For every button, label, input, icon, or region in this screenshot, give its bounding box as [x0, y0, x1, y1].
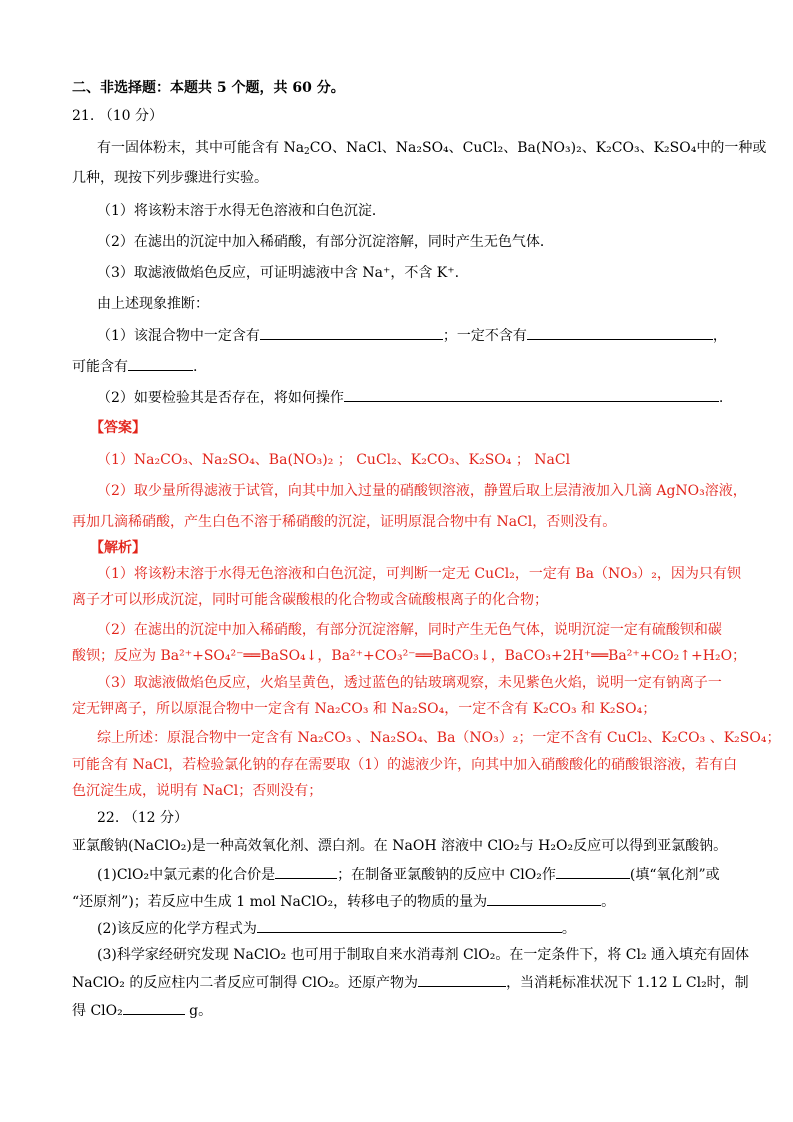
q21-p1-comma: ， — [712, 328, 727, 344]
q21-p2-period: . — [718, 390, 724, 406]
q21-p1-blank-2[interactable] — [527, 325, 713, 340]
q22-p1-label-3: (填“氧化剂”或 — [629, 867, 720, 883]
q22-p1-blank-1[interactable] — [275, 864, 337, 879]
q21-stem-sub: 2 — [304, 147, 310, 157]
analysis-1-line-2: 离子才可以形成沉淀，同时可能含碳酸根的化合物或含硫酸根离子的化合物； — [72, 592, 548, 608]
q21-step-2: （2）在滤出的沉淀中加入稀硝酸，有部分沉淀溶解，同时产生无色气体． — [97, 234, 554, 250]
summary-line-1: 综上所述：原混合物中一定含有 Na₂CO₃ 、Na₂SO₄、Ba（NO₃）₂；一定不含有 CuCl₂、K₂CO₃ 、K₂SO₄； — [97, 730, 781, 746]
q21-stem-pre: 有一固体粉末，其中可能含有 Na — [97, 140, 305, 156]
answer-2-line-1: （2）取少量所得滤液于试管，向其中加入过量的硝酸钡溶液，静置后取上层清液加入几滴 AgNO₃溶液， — [97, 483, 747, 499]
section-header: 二、非选择题：本题共 5 个题，共 60 分。 — [72, 80, 345, 96]
q21-p1-label: （1）该混合物中一定含有 — [97, 328, 260, 344]
q21-number: 21. （10 分） — [72, 108, 163, 124]
answer-2-line-2: 再加几滴稀硝酸，产生白色不溶于稀硝酸的沉淀，证明原混合物中有 NaCl，否则没有。 — [72, 514, 617, 530]
q21-part-2 — [97, 387, 723, 408]
q22-p3-label: NaClO₂ 的反应柱内二者反应可制得 ClO₂。还原产物为 — [72, 975, 419, 991]
q22-p3-label-3: 得 ClO₂ — [72, 1003, 123, 1019]
q22-p1-label: (1)ClO₂中氯元素的化合价是 — [97, 867, 276, 883]
q22-p2-period: 。 — [561, 921, 576, 937]
q22-p3-unit: g。 — [184, 1003, 213, 1019]
q21-p1-blank-3[interactable] — [128, 356, 193, 371]
q22-p3-blank-1[interactable] — [418, 972, 506, 987]
q21-p2-blank[interactable] — [344, 387, 719, 402]
q22-p1-period: 。 — [601, 894, 616, 910]
q22-p2-blank[interactable] — [257, 918, 562, 933]
analysis-3-line-1: （3）取滤液做焰色反应，火焰呈黄色，透过蓝色的钴玻璃观察，未见紫色火焰，说明一定有钠离子一 — [97, 675, 722, 691]
q22-part-1-line-2 — [72, 891, 615, 912]
q22-p1-label-4: “还原剂”)；若反应中生成 1 mol NaClO₂，转移电子的物质的量为 — [72, 894, 488, 910]
q21-p1-blank-1[interactable] — [260, 325, 443, 340]
analysis-tag: 【解析】 — [90, 540, 146, 556]
q21-step-1: （1）将该粉末溶于水得无色溶液和白色沉淀． — [97, 203, 386, 219]
q21-stem-rest: 、NaCl、Na₂SO₄、CuCl₂、Ba(NO₃)₂、K₂CO₃、K₂SO₄中的一种或 — [331, 140, 767, 156]
q22-p1-blank-2[interactable] — [556, 864, 630, 879]
q21-part-1-line-2 — [72, 356, 197, 377]
q22-part-3-line-3 — [72, 1000, 212, 1021]
q22-part-2 — [97, 918, 576, 939]
q22-stem: 亚氯酸钠(NaClO₂)是一种高效氧化剂、漂白剂。在 NaOH 溶液中 ClO₂与 H₂O₂反应可以得到亚氯酸钠。 — [72, 838, 728, 854]
q21-stem-line-2: 几种，现按下列步骤进行实验。 — [72, 170, 268, 186]
q22-p1-label-2: ；在制备亚氯酸钠的反应中 ClO₂作 — [337, 867, 556, 883]
analysis-3-line-2: 定无钾离子，所以原混合物中一定含有 Na₂CO₃ 和 Na₂SO₄，一定不含有 K₂CO₃ 和 K₂SO₄； — [72, 701, 657, 717]
q22-p2-label: (2)该反应的化学方程式为 — [97, 921, 257, 937]
analysis-1-line-1: （1）将该粉末溶于水得无色溶液和白色沉淀，可判断一定无 CuCl₂，一定有 Ba（NO₃）₂，因为只有钡 — [97, 566, 741, 582]
summary-line-2: 可能含有 NaCl，若检验氯化钠的存在需要取（1）的滤液少许，向其中加入硝酸酸化的硝酸银溶液，若有白 — [72, 757, 738, 773]
q22-number: 22. （12 分） — [97, 810, 188, 826]
summary-line-3: 色沉淀生成，说明有 NaCl；否则没有； — [72, 783, 323, 799]
q22-part-1-line-1 — [97, 864, 720, 885]
q21-p1-label-2: ；一定不含有 — [442, 328, 527, 344]
q22-p1-blank-3[interactable] — [487, 891, 601, 906]
analysis-2-line-1: （2）在滤出的沉淀中加入稀硝酸，有部分沉淀溶解，同时产生无色气体，说明沉淀一定有硫酸钡和碳 — [97, 622, 722, 638]
q22-p3-blank-2[interactable] — [123, 1000, 185, 1015]
q21-p1-label-3: 可能含有 — [72, 359, 128, 375]
q21-infer: 由上述现象推断： — [97, 296, 209, 312]
answer-tag: 【答案】 — [90, 420, 146, 436]
answer-1: （1）Na₂CO₃、Na₂SO₄、Ba(NO₃)₂ ； CuCl₂、K₂CO₃、K₂SO₄ ； NaCl — [97, 452, 571, 468]
q22-part-3-line-1: (3)科学家经研究发现 NaClO₂ 也可用于制取自来水消毒剂 ClO₂。在一定条件下，将 Cl₂ 通入填充有固体 — [97, 947, 750, 963]
q21-stem-line-1 — [97, 138, 766, 162]
q21-stem-mid: CO — [309, 140, 332, 156]
q21-p2-label: （2）如要检验其是否存在，将如何操作 — [97, 390, 344, 406]
analysis-2-line-2: 酸钡；反应为 Ba²⁺+SO₄²⁻══BaSO₄↓，Ba²⁺+CO₃²⁻══BaCO₃↓，BaCO₃+2H⁺══Ba²⁺+CO₂↑+H₂O； — [72, 648, 747, 664]
q21-part-1-line-1 — [97, 325, 727, 346]
q21-step-3: （3）取滤液做焰色反应，可证明滤液中含 Na⁺，不含 K⁺. — [97, 265, 460, 281]
q22-p3-label-2: ，当消耗标准状况下 1.12 L Cl₂时，制 — [506, 975, 749, 991]
q22-part-3-line-2 — [72, 972, 749, 993]
q21-p1-period: . — [193, 359, 198, 375]
